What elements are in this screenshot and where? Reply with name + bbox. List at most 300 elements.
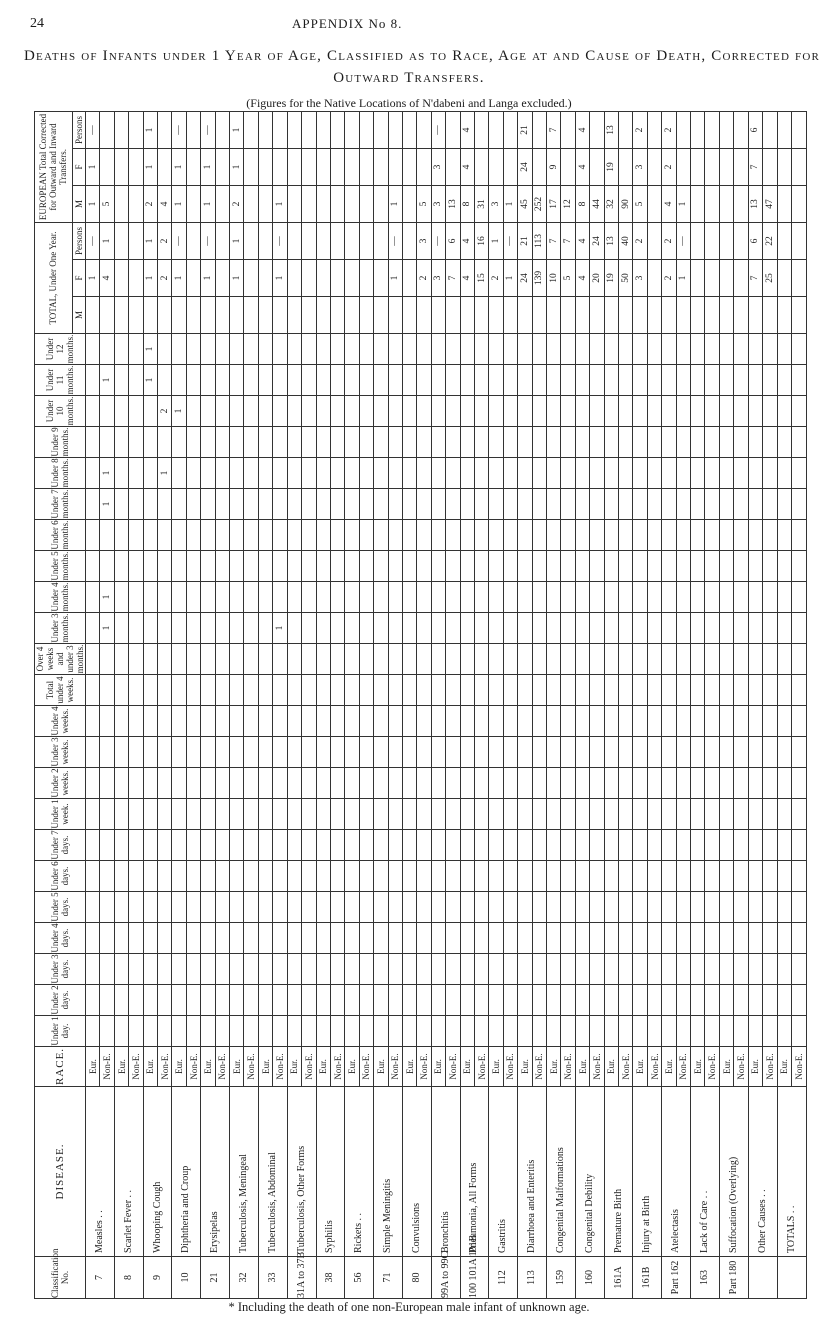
data-cell [446,520,460,551]
data-cell [330,489,344,520]
data-cell [532,892,546,923]
data-cell [186,706,200,737]
data-cell [230,892,244,923]
data-cell [791,458,806,489]
data-cell [345,861,359,892]
data-cell [647,260,661,297]
data-cell [330,111,344,148]
data-cell [273,365,287,396]
age-header: Under 5 days. [35,892,86,923]
data-cell [114,396,128,427]
data-cell [777,923,791,954]
data-cell [547,830,561,861]
data-cell [734,148,748,185]
data-cell [691,675,705,706]
data-cell [258,923,272,954]
data-cell [503,334,517,365]
data-cell [244,861,258,892]
data-cell [604,427,618,458]
data-cell [302,613,316,644]
data-cell [489,489,503,520]
data-cell [532,768,546,799]
data-cell [547,334,561,365]
data-cell [604,985,618,1016]
data-cell [503,923,517,954]
data-cell [619,111,633,148]
data-cell [201,489,215,520]
data-cell [604,613,618,644]
data-cell [734,582,748,613]
data-cell [402,260,416,297]
data-cell [446,489,460,520]
data-cell [575,954,589,985]
data-cell [676,148,690,185]
data-cell [330,985,344,1016]
data-cell [302,582,316,613]
age-header: Under 2 days. [35,985,86,1016]
data-cell [114,861,128,892]
data-cell [186,148,200,185]
data-cell [388,923,402,954]
data-cell: 2 [489,260,503,297]
data-cell [431,954,445,985]
data-cell [748,954,762,985]
data-cell: — [172,111,186,148]
data-cell [474,1016,488,1047]
data-cell [518,706,532,737]
data-cell [374,1016,388,1047]
data-cell [575,923,589,954]
data-cell [503,954,517,985]
data-cell [532,923,546,954]
data-cell [575,799,589,830]
age-header: Under 3 weeks. [35,737,86,768]
data-cell [719,830,733,861]
data-cell [86,613,100,644]
data-cell [374,985,388,1016]
data-cell [417,737,431,768]
data-cell: 6 [748,111,762,148]
data-cell [316,427,330,458]
data-cell [647,954,661,985]
data-cell [114,799,128,830]
data-cell [388,644,402,675]
data-cell [647,923,661,954]
data-cell [345,799,359,830]
data-cell [575,644,589,675]
data-cell: 1 [143,148,157,185]
data-cell [619,799,633,830]
data-cell [100,830,114,861]
data-cell: — [503,222,517,259]
data-cell [129,675,143,706]
data-cell [474,297,488,334]
data-cell [734,985,748,1016]
data-cell [590,458,604,489]
data-cell [575,582,589,613]
data-cell [489,892,503,923]
data-cell [129,185,143,222]
data-cell [705,148,719,185]
data-cell [143,923,157,954]
data-cell: 1 [100,365,114,396]
disease-name: Scarlet Fever . . [114,1087,143,1257]
data-cell [763,551,777,582]
data-cell [186,297,200,334]
data-cell [186,985,200,1016]
data-cell [705,644,719,675]
data-cell [676,985,690,1016]
data-cell [474,644,488,675]
data-cell [345,185,359,222]
data-cell [330,260,344,297]
data-cell [316,396,330,427]
disease-name: Congenital Malformations [547,1087,576,1257]
data-cell [561,365,575,396]
data-cell [561,861,575,892]
data-cell [691,427,705,458]
data-cell [647,1016,661,1047]
disease-name: Measles . . [86,1087,115,1257]
data-cell [302,799,316,830]
data-cell [172,520,186,551]
data-cell [662,861,676,892]
data-cell: 4 [575,260,589,297]
data-cell [129,954,143,985]
data-cell [258,861,272,892]
data-cell [489,613,503,644]
age-header: Under 1 day. [35,1016,86,1047]
data-cell: 1 [143,111,157,148]
data-cell [734,613,748,644]
data-cell [230,365,244,396]
data-cell [474,768,488,799]
data-cell [561,427,575,458]
data-cell [215,458,229,489]
data-cell [215,830,229,861]
data-cell [186,427,200,458]
data-cell [460,985,474,1016]
data-cell [561,334,575,365]
race-label: Non-E. [186,1047,200,1087]
data-cell [633,892,647,923]
classification-no: 163 [691,1257,720,1299]
data-cell [186,861,200,892]
data-cell [590,861,604,892]
data-cell [158,427,172,458]
data-cell [474,892,488,923]
data-cell [547,520,561,551]
data-cell [359,613,373,644]
data-cell [359,644,373,675]
data-cell [201,954,215,985]
data-cell [446,111,460,148]
data-cell [474,706,488,737]
data-cell [417,148,431,185]
data-cell [186,799,200,830]
data-cell [230,861,244,892]
data-cell [100,520,114,551]
data-cell [158,861,172,892]
data-cell [763,458,777,489]
data-cell: 8 [460,185,474,222]
data-cell [590,427,604,458]
data-cell [388,148,402,185]
data-cell [748,675,762,706]
data-cell [86,1016,100,1047]
data-cell [143,396,157,427]
data-cell [302,148,316,185]
data-cell [647,985,661,1016]
data-cell [460,334,474,365]
data-cell [215,260,229,297]
data-cell [244,613,258,644]
data-cell [114,737,128,768]
data-cell [748,1016,762,1047]
data-cell [474,985,488,1016]
data-cell [604,582,618,613]
data-cell: — [431,111,445,148]
data-cell [619,644,633,675]
data-cell [100,551,114,582]
data-cell [734,923,748,954]
data-cell [705,185,719,222]
data-cell [215,427,229,458]
data-cell [186,458,200,489]
data-cell [777,365,791,396]
data-cell [734,334,748,365]
data-cell [777,427,791,458]
data-cell [114,582,128,613]
data-cell [705,1016,719,1047]
data-cell [158,520,172,551]
data-cell [316,582,330,613]
data-cell [287,923,301,954]
data-cell [791,830,806,861]
data-cell [345,830,359,861]
data-cell [388,706,402,737]
data-cell [359,582,373,613]
data-cell [503,148,517,185]
data-cell [244,520,258,551]
data-cell [345,613,359,644]
data-cell [604,1016,618,1047]
disease-name: Convulsions [402,1087,431,1257]
race-label: Non-E. [244,1047,258,1087]
data-cell: 1 [172,185,186,222]
data-cell [230,297,244,334]
data-cell [258,582,272,613]
data-cell [114,923,128,954]
data-cell [100,1016,114,1047]
data-cell [172,768,186,799]
data-cell: 252 [532,185,546,222]
data-cell [547,923,561,954]
data-cell [734,396,748,427]
data-cell [489,520,503,551]
data-cell [446,365,460,396]
data-cell: 50 [619,260,633,297]
data-cell [287,489,301,520]
data-cell [287,644,301,675]
data-cell [763,706,777,737]
data-cell: 1 [503,185,517,222]
data-cell [532,458,546,489]
data-cell [388,768,402,799]
data-cell [777,737,791,768]
data-cell [100,892,114,923]
data-cell [691,923,705,954]
data-cell [460,954,474,985]
data-cell [590,737,604,768]
table-row [345,111,359,1298]
data-cell: 1 [86,148,100,185]
data-cell [719,396,733,427]
data-cell [273,861,287,892]
data-cell [647,675,661,706]
data-cell [316,768,330,799]
classification-no: 80 [402,1257,431,1299]
data-cell [287,830,301,861]
data-cell [186,365,200,396]
data-cell [676,489,690,520]
data-cell [402,520,416,551]
data-cell [302,396,316,427]
data-cell [446,985,460,1016]
data-cell [791,644,806,675]
data-cell [734,861,748,892]
data-cell [489,148,503,185]
data-cell [532,799,546,830]
data-cell [489,396,503,427]
table-row [86,111,100,1298]
data-cell [215,222,229,259]
data-cell [186,396,200,427]
data-cell [86,365,100,396]
data-cell [402,396,416,427]
data-cell [590,148,604,185]
data-cell [359,675,373,706]
data-cell [547,297,561,334]
data-cell [258,1016,272,1047]
data-cell: 2 [633,111,647,148]
data-cell: 5 [417,185,431,222]
data-cell: 40 [619,222,633,259]
data-cell [129,427,143,458]
data-cell [287,675,301,706]
data-cell [402,985,416,1016]
data-cell [676,551,690,582]
data-cell: 2 [230,185,244,222]
data-cell [244,644,258,675]
data-cell [129,365,143,396]
data-cell: 1 [489,222,503,259]
data-cell [633,1016,647,1047]
data-cell: 44 [590,185,604,222]
data-cell [114,489,128,520]
data-cell [374,185,388,222]
data-cell [676,458,690,489]
data-cell [374,334,388,365]
data-cell [230,737,244,768]
data-cell [143,551,157,582]
race-label: Eur. [662,1047,676,1087]
data-cell: 1 [172,260,186,297]
disease-name: Rickets . . [345,1087,374,1257]
data-cell: 4 [460,260,474,297]
data-cell [446,1016,460,1047]
data-cell [143,489,157,520]
data-cell [345,520,359,551]
data-cell [258,737,272,768]
data-cell [460,1016,474,1047]
data-cell [100,675,114,706]
data-cell [647,396,661,427]
data-cell [129,458,143,489]
data-cell [186,644,200,675]
data-cell [374,222,388,259]
data-cell [330,830,344,861]
rotated-table-frame [34,112,804,1299]
data-cell [547,1016,561,1047]
data-cell [158,892,172,923]
data-cell [489,365,503,396]
data-cell [330,892,344,923]
data-cell [287,861,301,892]
data-cell [604,675,618,706]
data-cell [676,334,690,365]
data-cell [287,768,301,799]
data-cell [431,985,445,1016]
data-cell [114,985,128,1016]
data-cell [129,985,143,1016]
data-cell [302,111,316,148]
data-cell [186,892,200,923]
data-cell: 31 [474,185,488,222]
data-cell [676,675,690,706]
data-cell [719,297,733,334]
data-cell [734,111,748,148]
data-cell [374,644,388,675]
data-cell [330,799,344,830]
sex-header-m: M [72,297,85,334]
data-cell [158,830,172,861]
data-cell [86,396,100,427]
data-cell: 2 [662,148,676,185]
data-cell [359,334,373,365]
data-cell [518,799,532,830]
data-cell [302,520,316,551]
data-cell: 1 [230,260,244,297]
data-cell [287,985,301,1016]
data-cell [417,489,431,520]
data-cell [431,706,445,737]
data-cell: 1 [100,489,114,520]
data-cell [258,458,272,489]
data-cell [402,675,416,706]
data-cell [230,1016,244,1047]
data-cell [604,799,618,830]
table-row [114,111,128,1298]
data-cell [258,830,272,861]
data-cell: 4 [575,111,589,148]
data-cell [575,768,589,799]
data-cell [748,458,762,489]
age-header: Under 10 months. [35,396,86,427]
data-cell [302,260,316,297]
data-cell [100,861,114,892]
data-cell [503,365,517,396]
